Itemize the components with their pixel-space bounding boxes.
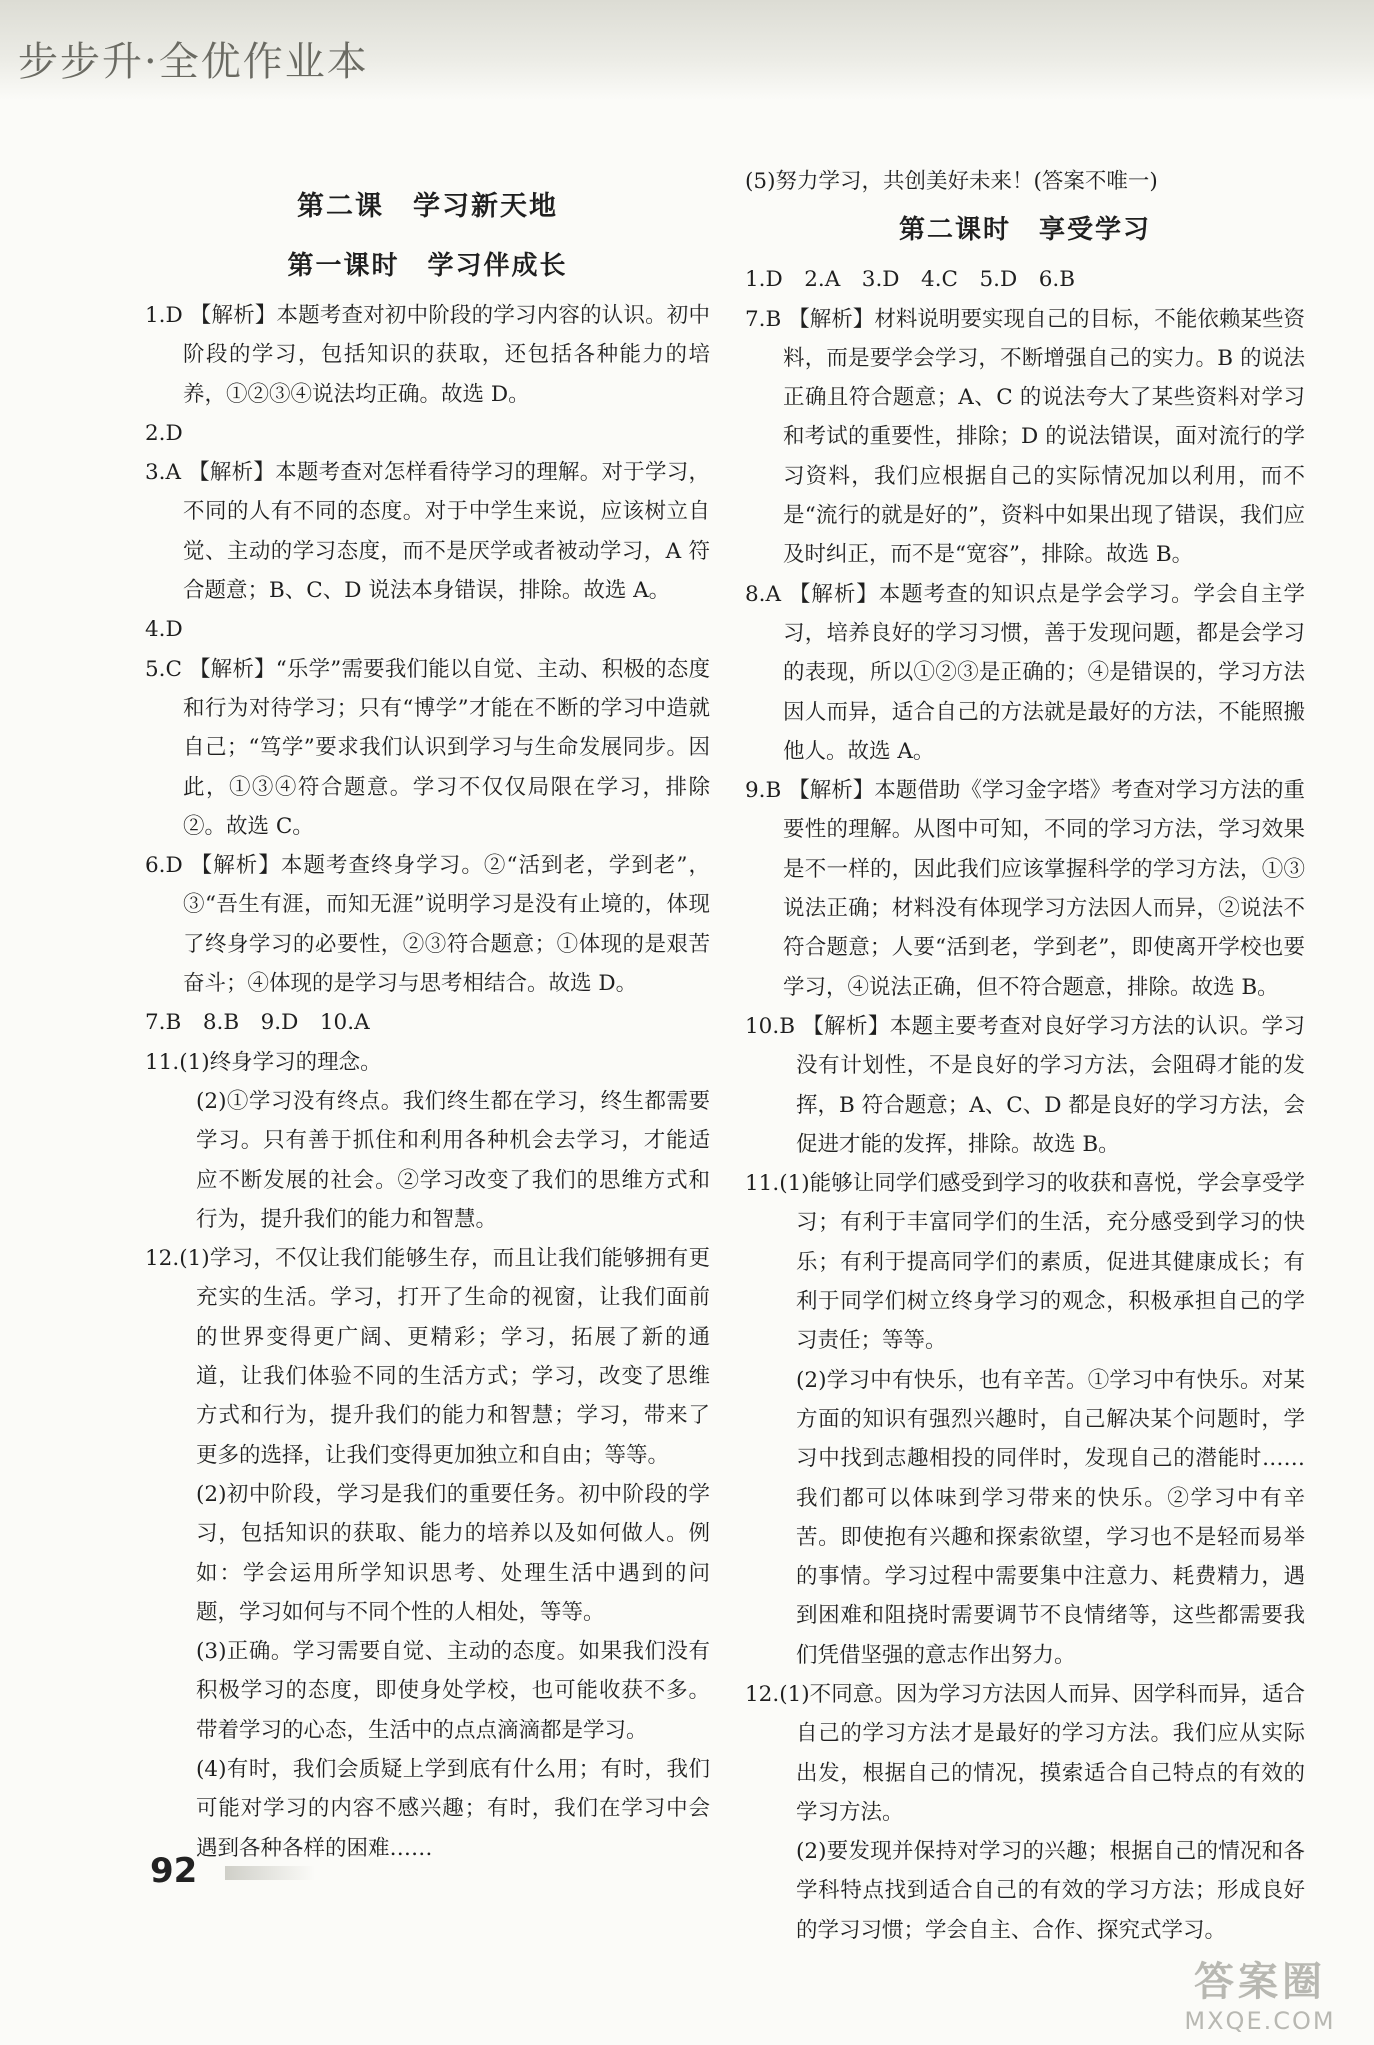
answer-list-right (745, 260, 1305, 1950)
watermark-top: 答案圈 (1194, 1959, 1326, 2005)
answer-item: 6.D 【解析】本题考查终身学习。②“活到老，学到老”，③“吾生有涯，而知无涯”说明学习是没有止境的，体现了终身学习的必要性，②③符合题意；①体现的是艰苦奋斗；④体现的是学习与思考相结合。故选 D。 (145, 853, 710, 997)
period-title-2: 第二课时 享受学习 (898, 215, 1151, 246)
watermark-logo (1160, 1950, 1360, 2035)
answer-item: 8.A 【解析】本题考查的知识点是学会学习。学会自主学习，培养良好的学习习惯，善于发现问题，都是会学习的表现，所以①②③是正确的；④是错误的，学习方法因人而异，适合自己的方法就是最好的方法，不能照搬他人。故选 A。 (745, 581, 1305, 764)
answer-item: (2)初中阶段，学习是我们的重要任务。初中阶段的学习，包括知识的获取、能力的培养以及如何做人。例如：学会运用所学知识思考、处理生活中遇到的问题，学习如何与不同个性的人相处，等等。 (196, 1481, 710, 1625)
answer-item: (2)学习中有快乐，也有辛苦。①学习中有快乐。对某方面的知识有强烈兴趣时，自己解决某个问题时，学习中找到志趣相投的同伴时，发现自己的潜能时……我们都可以体味到学习带来的快乐。②学习中有辛苦。即使抱有兴趣和探索欲望，学习也不是轻而易举的事情。学习过程中需要集中注意力、耗费精力，遇到困难和阻挠时需要调节不良情绪等，这些都需要我们凭借坚强的意志作出努力。 (796, 1367, 1305, 1668)
answer-item: (4)有时，我们会质疑上学到底有什么用；有时，我们可能对学习的内容不感兴趣；有时，我们在学习中会遇到各种各样的困难…… (196, 1756, 710, 1861)
answer-item: 3.A 【解析】本题考查对怎样看待学习的理解。对于学习，不同的人有不同的态度。对于中学生来说，应该树立自觉、主动的学习态度，而不是厌学或者被动学习，A 符合题意；B、C、D 说法本身错误，排除。故选 A。 (145, 460, 710, 604)
answer-item: 9.B 【解析】本题借助《学习金字塔》考查对学习方法的重要性的理解。从图中可知，不同的学习方法，学习效果是不一样的，因此我们应该掌握科学的学习方法，①③说法正确；材料没有体现学习方法因人而异，②说法不符合题意；人要“活到老，学到老”，即使离开学校也要学习，④说法正确，但不符合题意，排除。故选 B。 (745, 778, 1305, 1000)
left-column (145, 170, 710, 1868)
page-number-decoration (225, 1866, 315, 1880)
page-number: 92 (150, 1851, 198, 1891)
watermark-bottom: MXQE.COM (1184, 2007, 1336, 2035)
answer-item: (2)①学习没有终点。我们终生都在学习，终生都需要学习。只有善于抓住和利用各种机会去学习，才能适应不断发展的社会。②学习改变了我们的思维方式和行为，提升我们的能力和智慧。 (196, 1088, 710, 1232)
answer-item: 10.B 【解析】本题主要考查对良好学习方法的认识。学习没有计划性，不是良好的学习方法，会阻碍才能的发挥，B 符合题意；A、C、D 都是良好的学习方法，会促进才能的发挥，排除。故选 B。 (745, 1013, 1305, 1157)
answer-list-left (145, 296, 710, 1868)
answer-item: (2)要发现并保持对学习的兴趣；根据自己的情况和各学科特点找到适合自己的有效的学习方法；形成良好的学习习惯；学会自主、合作、探究式学习。 (796, 1839, 1305, 1943)
right-column (745, 162, 1305, 1950)
answer-item: 12.(1)不同意。因为学习方法因人而异、因学科而异，适合自己的学习方法才是最好的学习方法。我们应从实际出发，根据自己的情况，摸索适合自己特点的有效的学习方法。 (745, 1681, 1305, 1825)
answer-intro: (5)努力学习，共创美好未来！(答案不唯一) (745, 169, 1158, 194)
period-title-1: 第一课时 学习伴成长 (287, 251, 568, 281)
answer-item: 7.B 8.B 9.D 10.A (145, 1010, 370, 1036)
answer-item: 5.C 【解析】“乐学”需要我们能以自觉、主动、积极的态度和行为对待学习；只有“博学”才能在不断的学习中造就自己；“笃学”要求我们认识到学习与生命发展同步。因此，①③④符合题意。学习不仅仅局限在学习，排除②。故选 C。 (145, 656, 710, 839)
answer-item: 11.(1)终身学习的理念。 (145, 1049, 382, 1075)
answer-item: (3)正确。学习需要自觉、主动的态度。如果我们没有积极学习的态度，即使身处学校，也可能收获不多。带着学习的心态，生活中的点点滴滴都是学习。 (196, 1639, 710, 1743)
answer-item: 2.D (145, 420, 183, 446)
lesson-title: 第二课 学习新天地 (297, 191, 558, 222)
answer-item: 1.D 2.A 3.D 4.C 5.D 6.B (745, 267, 1076, 293)
answer-item: 12.(1)学习，不仅让我们能够生存，而且让我们能够拥有更充实的生活。学习，打开了生命的视窗，让我们面前的世界变得更广阔、更精彩；学习，拓展了新的通道，让我们体验不同的生活方式；学习，改变了思维方式和行为，提升我们的能力和智慧；学习，带来了更多的选择，让我们变得更加独立和自由；等等。 (145, 1246, 710, 1468)
answer-item: 7.B 【解析】材料说明要实现自己的目标，不能依赖某些资料，而是要学会学习，不断增强自己的实力。B 的说法正确且符合题意；A、C 的说法夸大了某些资料对学习和考试的重要性，排除；D 的说法错误，面对流行的学习资料，我们应根据自己的实际情况加以利用，而不是“流行的就是好的”，资料中如果出现了错误，我们应及时纠正，而不是“宽容”，排除。故选 B。 (745, 306, 1305, 568)
answer-item: 11.(1)能够让同学们感受到学习的收获和喜悦，学会享受学习；有利于丰富同学们的生活，充分感受到学习的快乐；有利于提高同学们的素质，促进其健康成长；有利于同学们树立终身学习的观念，积极承担自己的学习责任；等等。 (745, 1171, 1305, 1354)
answer-item: 4.D (145, 617, 183, 643)
answer-item: 1.D 【解析】本题考查对初中阶段的学习内容的认识。初中阶段的学习，包括知识的获取，还包括各种能力的培养，①②③④说法均正确。故选 D。 (145, 303, 710, 407)
brand-logo: 步步升·全优作业本 (18, 39, 369, 85)
